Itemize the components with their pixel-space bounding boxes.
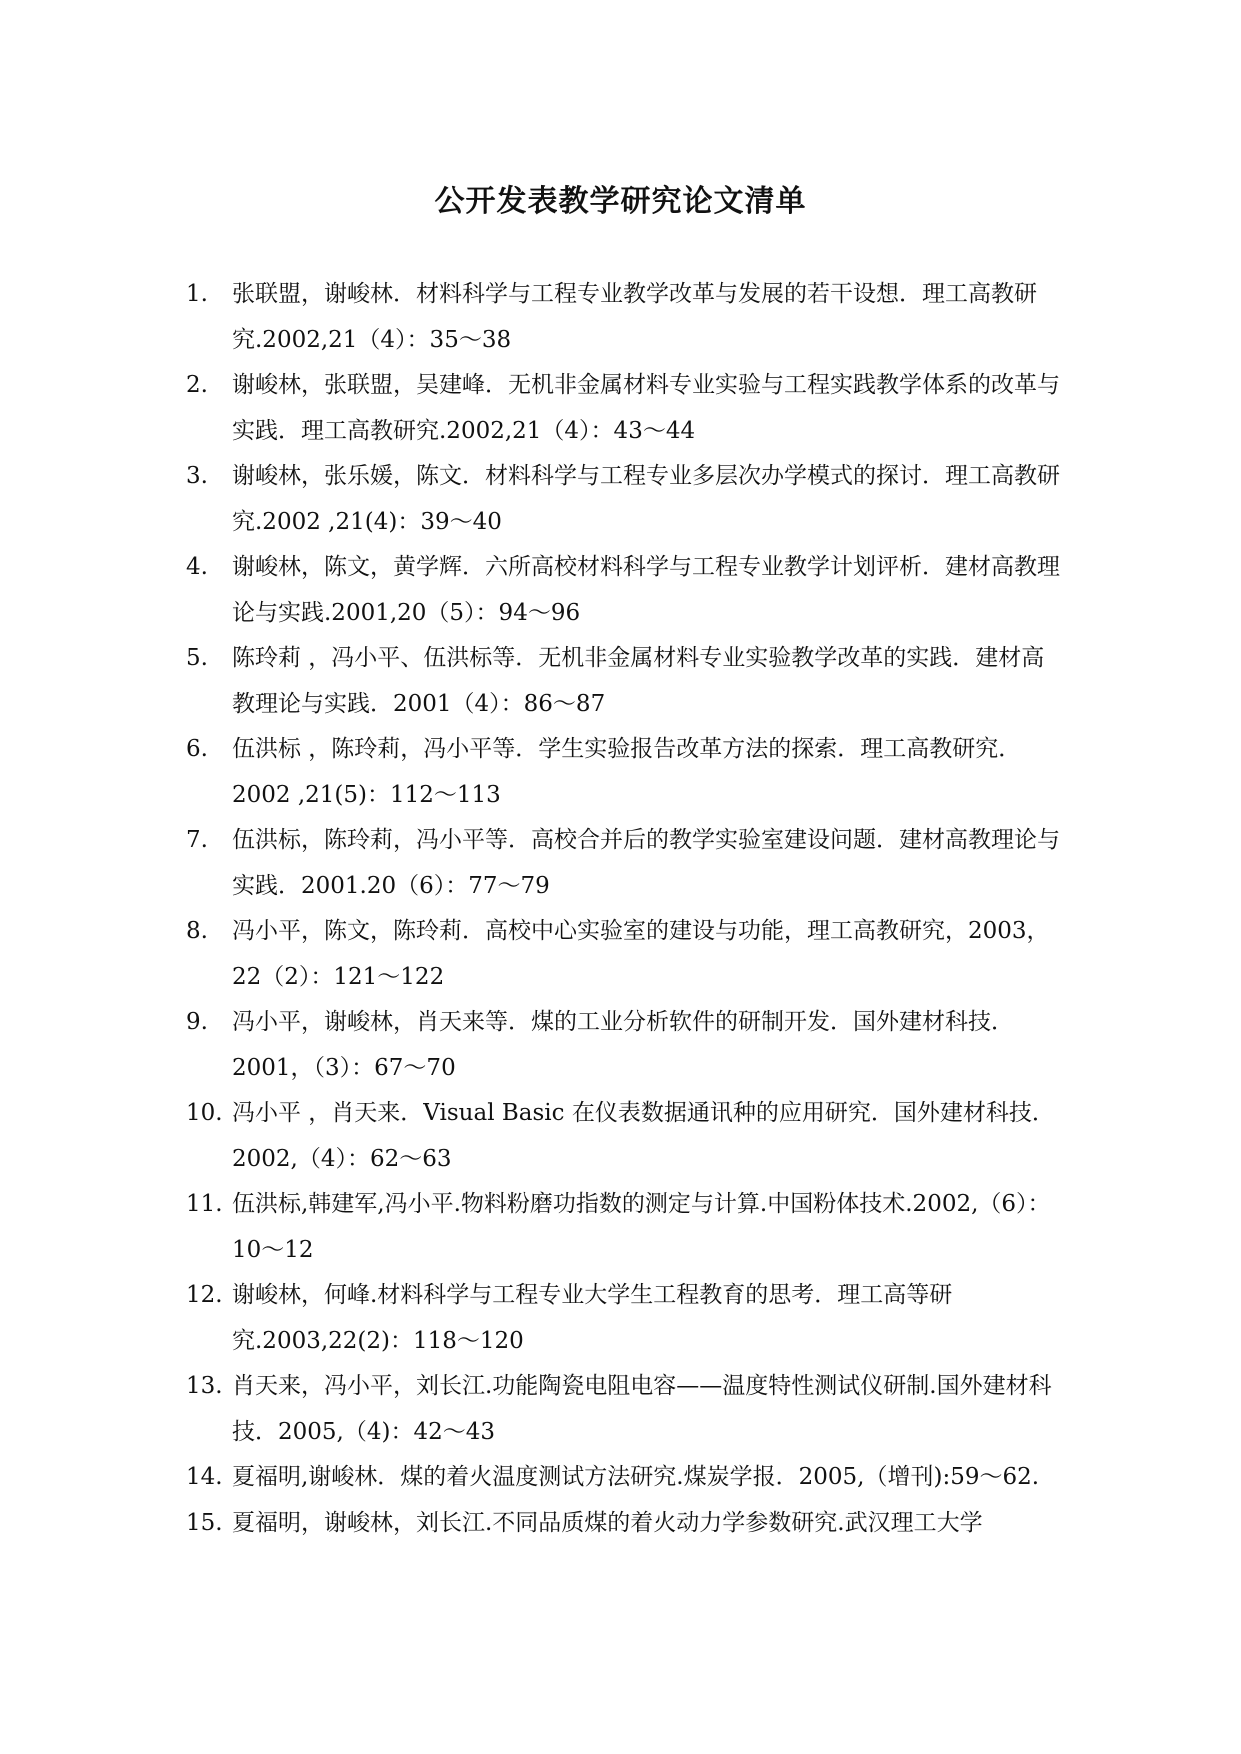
reference-text: 谢峻林，张联盟，吴建峰．无机非金属材料专业实验与工程实践教学体系的改革与实践．理工高教研究.2002,21（4）：43～44	[232, 372, 1060, 444]
reference-text: 冯小平，陈文，陈玲莉．高校中心实验室的建设与功能，理工高教研究，2003，22（2）：121～122	[232, 918, 1050, 990]
reference-number: 7.	[186, 827, 208, 853]
reference-number: 11.	[186, 1191, 223, 1217]
reference-number: 9.	[186, 1009, 208, 1035]
reference-number: 6.	[186, 736, 208, 762]
reference-number: 4.	[186, 554, 208, 580]
reference-item	[186, 363, 1066, 454]
reference-text: 张联盟，谢峻林．材料科学与工程专业教学改革与发展的若干设想．理工高教研究.2002,21（4）：35～38	[232, 281, 1037, 353]
reference-text: 冯小平，谢峻林，肖天来等．煤的工业分析软件的研制开发．国外建材科技．2001，（3）：67～70	[232, 1009, 1014, 1081]
reference-number: 2.	[186, 372, 208, 398]
reference-item	[186, 1364, 1066, 1455]
reference-number: 12.	[186, 1282, 223, 1308]
reference-item	[186, 818, 1066, 909]
reference-text: 谢峻林，张乐媛，陈文．材料科学与工程专业多层次办学模式的探讨．理工高教研究.2002 ,21(4)：39～40	[232, 463, 1060, 535]
reference-text: 夏福明,谢峻林．煤的着火温度测试方法研究.煤炭学报．2005,（增刊):59～62.	[232, 1464, 1040, 1490]
reference-text: 伍洪标,韩建军,冯小平.物料粉磨功指数的测定与计算.中国粉体技术.2002,（6）：10～12	[232, 1191, 1051, 1263]
reference-text: 谢峻林，陈文，黄学辉．六所高校材料科学与工程专业教学计划评析．建材高教理论与实践.2001,20（5）：94～96	[232, 554, 1060, 626]
reference-item	[186, 909, 1066, 1000]
reference-text: 伍洪标，陈玲莉，冯小平等．高校合并后的教学实验室建设问题．建材高教理论与实践．2001.20（6）：77～79	[232, 827, 1060, 899]
reference-item	[186, 727, 1066, 818]
reference-item	[186, 1455, 1066, 1501]
reference-list	[186, 272, 1066, 1546]
reference-number: 10.	[186, 1100, 223, 1126]
reference-item	[186, 1182, 1066, 1273]
reference-number: 3.	[186, 463, 208, 489]
reference-text: 伍洪标 ，陈玲莉，冯小平等．学生实验报告改革方法的探索．理工高教研究．2002 ,21(5)：112～113	[232, 736, 1022, 808]
reference-item	[186, 1000, 1066, 1091]
reference-number: 13.	[186, 1373, 223, 1399]
reference-item	[186, 1273, 1066, 1364]
reference-item	[186, 636, 1066, 727]
reference-item	[186, 1091, 1066, 1182]
reference-number: 1.	[186, 281, 208, 307]
reference-text: 肖天来，冯小平，刘长江.功能陶瓷电阻电容——温度特性测试仪研制.国外建材科技．2005,（4)：42～43	[232, 1373, 1052, 1445]
reference-item	[186, 1501, 1066, 1547]
reference-text: 陈玲莉 ，冯小平、伍洪标等．无机非金属材料专业实验教学改革的实践．建材高教理论与实践．2001（4）：86～87	[232, 645, 1045, 717]
reference-item	[186, 454, 1066, 545]
reference-text: 冯小平 ，肖天来．Visual Basic 在仪表数据通讯种的应用研究．国外建材科技．2002,（4）：62～63	[232, 1100, 1055, 1172]
reference-number: 15.	[186, 1509, 223, 1536]
reference-text: 夏福明，谢峻林，刘长江.不同品质煤的着火动力学参数研究.武汉理工大学	[232, 1509, 983, 1536]
reference-text: 谢峻林，何峰.材料科学与工程专业大学生工程教育的思考．理工高等研究.2003,22(2)：118～120	[232, 1282, 953, 1354]
reference-item	[186, 545, 1066, 636]
reference-item	[186, 272, 1066, 363]
reference-number: 14.	[186, 1464, 223, 1490]
reference-number: 5.	[186, 645, 208, 671]
reference-number: 8.	[186, 918, 208, 944]
document-title: 公开发表教学研究论文清单	[434, 184, 807, 219]
